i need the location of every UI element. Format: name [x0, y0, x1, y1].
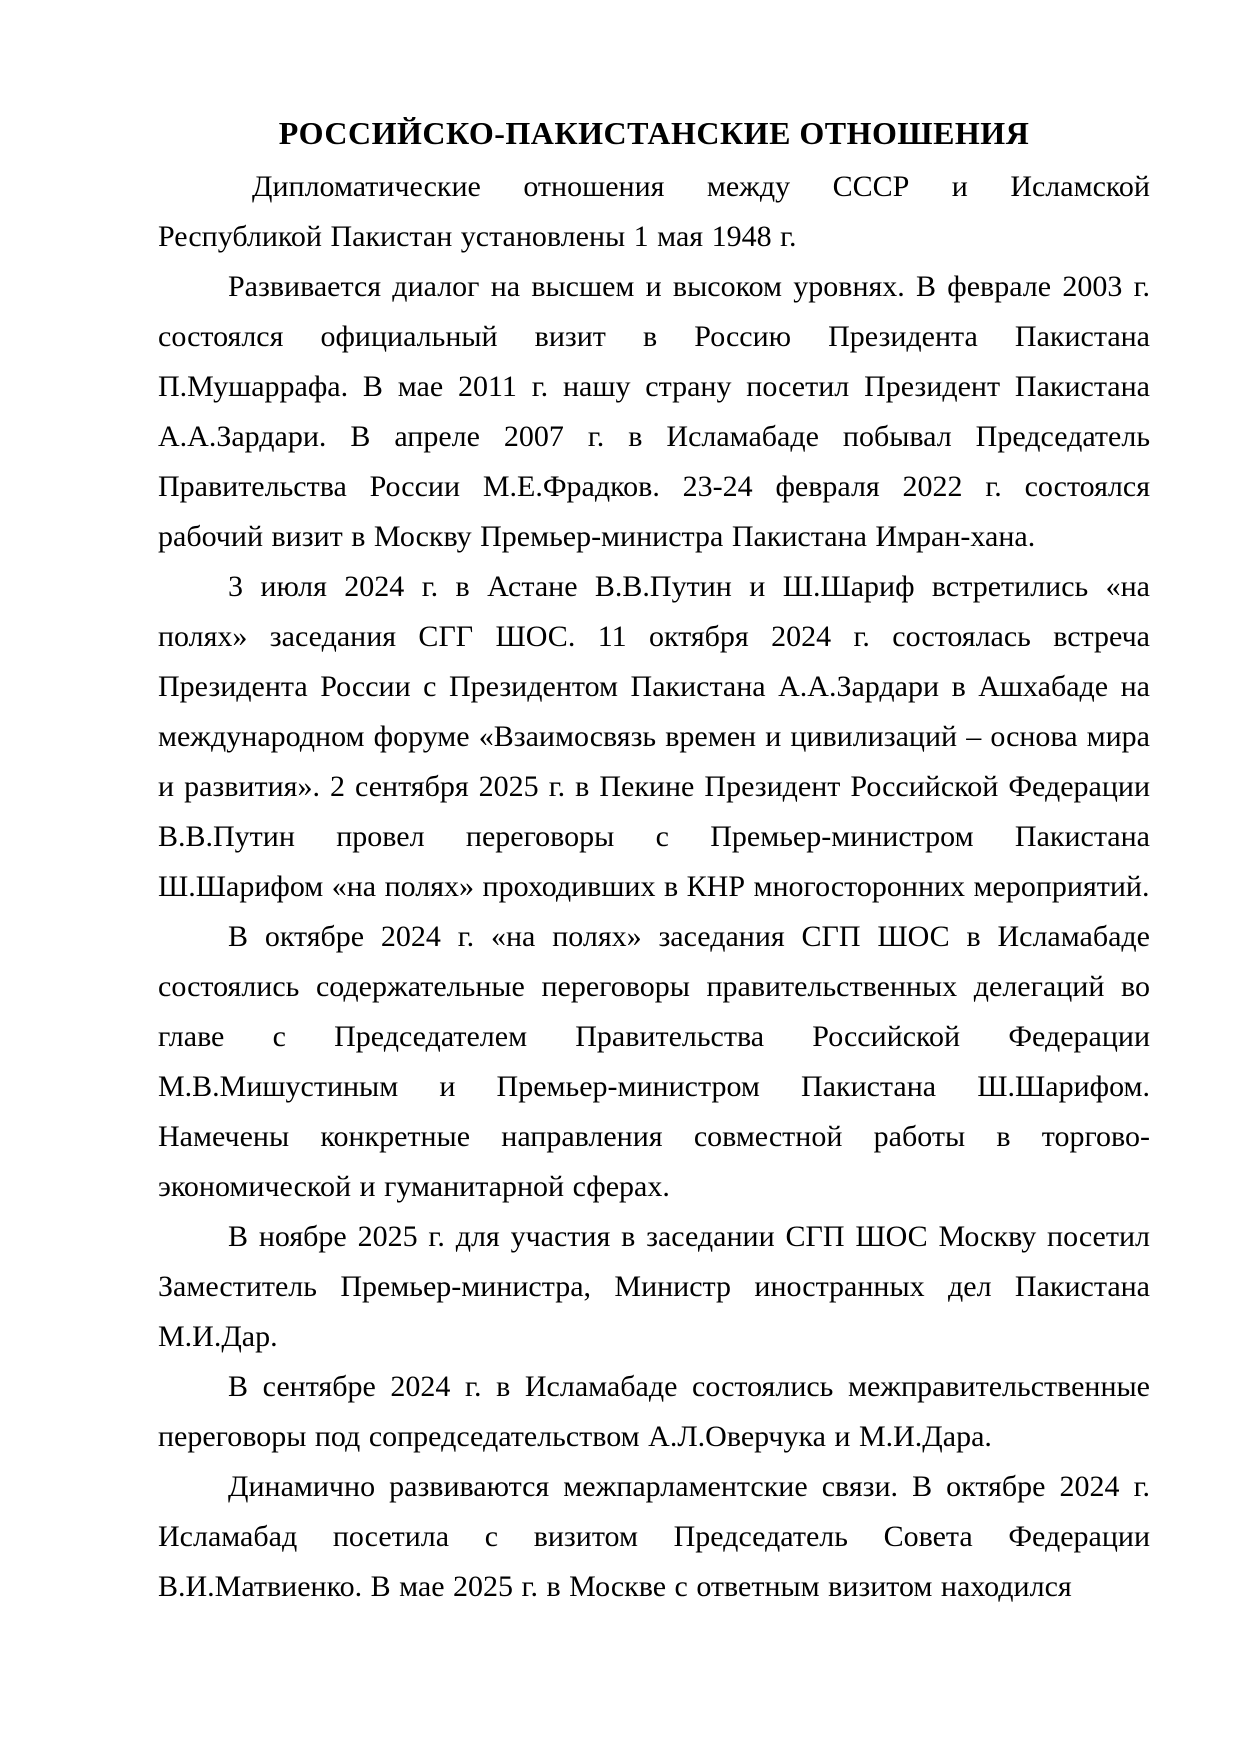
- paragraph-high-level-dialogue: Развивается диалог на высшем и высоком уровнях. В феврале 2003 г. состоялся официальный визит в Россию Президента Пакистана П.Мушаррафа. В мае 2011 г. нашу страну посетил Президент Пакистана А.А.Зардари. В апреле 2007 г. в Исламабаде побывал Председатель Правительства России М.Е.Фрадков. 23-24 февраля 2022 г. состоялся рабочий визит в Москву Премьер-министра Пакистана Имран-хана.: [158, 270, 1150, 553]
- paragraph-2024-2025-meetings: 3 июля 2024 г. в Астане В.В.Путин и Ш.Шариф встретились «на полях» заседания СГГ ШОС. 11 октября 2024 г. состоялась встреча Президента России с Президентом Пакистана А.А.Зардари в Ашхабаде на международном форуме «Взаимосвязь времен и цивилизаций – основа мира и развития». 2 сентября 2025 г. в Пекине Президент Российской Федерации В.В.Путин провел переговоры с Премьер-министром Пакистана Ш.Шарифом «на полях» проходивших в КНР многосторонних мероприятий.: [158, 570, 1150, 903]
- paragraph-november-2025-visit: В ноябре 2025 г. для участия в заседании СГП ШОС Москву посетил Заместитель Премьер-министра, Министр иностранных дел Пакистана М.И.Дар.: [158, 1220, 1150, 1353]
- paragraph-diplomatic-relations: Дипломатические отношения между СССР и Исламской Республикой Пакистан установлены 1 мая 1948 г.: [158, 170, 1150, 253]
- paragraph-sco-heads-of-government: В октябре 2024 г. «на полях» заседания СГП ШОС в Исламабаде состоялись содержательные переговоры правительственных делегаций во главе с Председателем Правительства Российской Федерации М.В.Мишустиным и Премьер-министром Пакистана Ш.Шарифом. Намечены конкретные направления совместной работы в торгово-экономической и гуманитарной сферах.: [158, 920, 1150, 1203]
- paragraph-interparliamentary-ties: Динамично развиваются межпарламентские связи. В октябре 2024 г. Исламабад посетила с визитом Председатель Совета Федерации В.И.Матвиенко. В мае 2025 г. в Москве с ответным визитом находился: [158, 1470, 1150, 1603]
- paragraph-intergovernmental-talks: В сентябре 2024 г. в Исламабаде состоялись межправительственные переговоры под сопредседательством А.Л.Оверчука и М.И.Дара.: [158, 1370, 1150, 1453]
- document-title: РОССИЙСКО-ПАКИСТАНСКИЕ ОТНОШЕНИЯ: [278, 115, 1030, 151]
